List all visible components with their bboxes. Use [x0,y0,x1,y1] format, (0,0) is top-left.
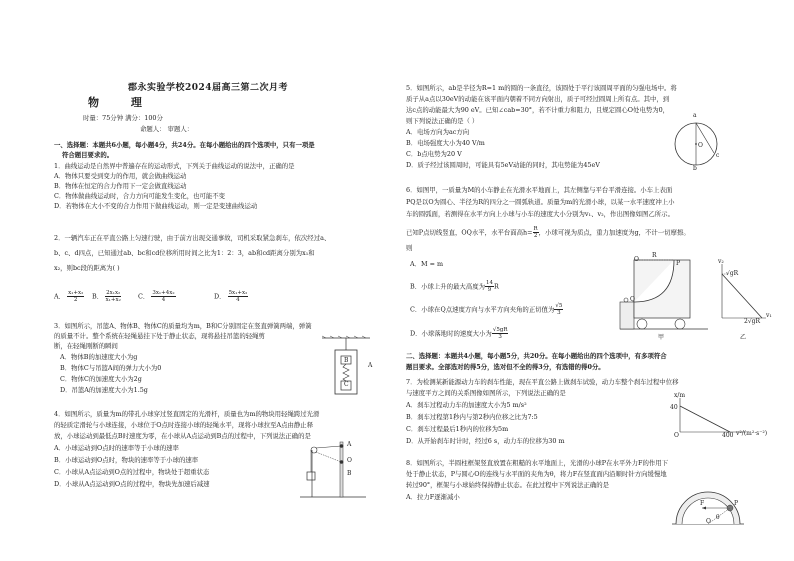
q2-option-c: C． $\frac{\text{3x₁+4x₂}}{4}$ [138,290,175,303]
q1-option-a: A．物体只要受到变力的作用，就会做曲线运动 [54,172,187,180]
q4-fig-label-o: O [347,457,352,464]
q5-stem-line4: 则下列说法正确的是（ ） [406,117,479,125]
q4-stem-line3: 放，小球运动到最低点B时速度为零，在小球从A点运动到B点的过程中，下列说法正确的是 [54,432,311,440]
q7-fig-tick-40: 40 [670,404,678,411]
q8-fig-label-o: O [706,518,711,525]
q8-fig-label-f: F [700,500,705,507]
q4-fig-label-a: A [347,441,352,448]
q4-stem-line2: 的轻质定滑轮与小球连接，小球位于O点时连接小球的轻绳水平，现将小球拉至A点由静止释 [54,421,314,429]
q2-stem-line2: b、c、d四点，已知通过ab、bc和cd位移所用时间之比为1：2：3，ab和cd距离分别为x₁和 [54,249,315,257]
q6-option-c: C．小球在Q点速度方向与水平方向夹角的正切值为 $\frac{√5}{3}$ [410,303,563,316]
q6-stem-line3: 车的圆弧面，若测得在水平方向上小球与小车的速度大小分别为v₁、v₂，作出图像如图乙所示。 [406,210,674,218]
q4-option-c: C．小球从A点运动到O点的过程中，物块处于超重状态 [54,468,210,476]
q2-stem-line1: 2．一辆汽车正在平直公路上匀速行驶，由于前方出现交通事故，司机采取紧急刹车，依次经过a、 [54,234,331,242]
q1-option-c: C．物体做曲线运动时，合力方向可能发生变化，也可能不变 [54,192,226,200]
q6-fig-label-yi: 乙 [740,334,747,341]
q7-option-b: B．刹车过程第1秒内与第2秒内位移之比为7:5 [406,413,538,421]
q6-stem-line2: PQ是以O为圆心、半径为R的四分之一圆弧轨道。质量为m的光滑小球，以某一水平速度冲上小 [406,198,675,206]
q3-option-d: D．吊篮A的加速度大小为1.5g [60,386,148,394]
q4-option-d: D．小球从A点运动到O点的过程中，物块先加速后减速 [54,480,210,488]
q4-option-b: B．小球运动到O点时，物块的速率等于小球的速率 [54,456,199,464]
q6-fig-axis-v1: v₁ [766,312,772,319]
section-2-heading-cont: 题目要求。全部选对的得5分，选对但不全的得3分，有选错的得0分。 [406,363,605,371]
q6-stem-line1: 6．如图甲，一质量为M的小车静止在光滑水平地面上，其左侧靠与平台平滑连接。小车上表面 [406,186,673,194]
q8-stem-line2: 处于静止状态，P与圆心O的连线与水平面的夹角为θ，将力F在竖直面内沿顺时针方向缓慢地 [406,470,667,478]
q6-stem-line4: 已知P点切线竖直，OQ水平，水平台面高h= $\frac{R}{2}$ ，小球可视为质点，重力加速度为g，不计一切摩擦。 [406,226,690,239]
q5-stem-line2: 质子从a点以30eV的动能在该平面内朝着不同方向射出，质子可经过圆周上所有点。其中，到 [406,95,670,103]
q5-option-d: D．质子经过该圆周时，可能具有5eV动能的同时，其电势能为45eV [406,161,600,169]
q5-fig-label-b: b [693,165,697,172]
q6-stem-line5: 则 [406,244,413,252]
q5-stem-line3: 达c点的动能最大为90 eV。已知∠cab=30°，若不计重力和阻力，且规定圆心O处电势为0， [406,106,670,114]
q4-figure [300,440,370,500]
q2-option-a: A． $\frac{\text{x₁+x₂}}{2}$ [54,290,84,303]
section-2-heading: 二、选择题：本题共4小题，每小题5分，共20分。在每小题给出的四个选项中，有多项符合 [406,352,667,360]
q6-fig-axis-v2: v₂ [718,258,724,265]
exam-time-score: 时量：75分钟 满分：100分 [83,114,163,122]
q6-option-b: B．小球上升的最大高度为 $\frac{14}{9}$ R [410,280,499,293]
q5-fig-label-c: c [716,152,720,159]
section-1-heading-cont: 符合题目要求的。 [62,151,114,159]
q3-stem-line3: 断，在轻绳刚断的瞬间 [54,342,118,350]
q4-fig-label-b: B [347,470,352,477]
q6-option-d: D．小球落地时的速度大小为 $\frac{√5gR}{3}$ [410,327,508,340]
q7-stem-line2: 与速度平方之间的关系图像如图所示，下列说法正确的是 [406,389,566,397]
q7-fig-origin: O [674,432,679,439]
q1-stem: 1．曲线运动是自然界中普遍存在的运动形式，下列关于曲线运动的说法中，正确的是 [54,162,295,170]
exam-authors: 命题人： 审题人： [140,125,194,133]
q4-stem-line1: 4．如图所示，质量为m的带孔小球穿过竖直固定的光滑杆，质量也为m的物块用轻绳跨过光滑 [54,410,320,418]
q5-option-b: B．电场强度大小为40 V/m [406,139,485,147]
q8-fig-label-theta: θ [716,514,720,521]
q3-fig-label-b: B [344,357,349,364]
q5-fig-label-a: a [693,112,697,119]
q3-option-b: B．物体C与吊篮A间的弹力大小为0 [60,364,162,372]
q8-stem-line3: 转过90°，框架与小球始终保持静止状态。在此过程中下列说法正确的是 [406,481,610,489]
q6-fig-axis-label: √gR [726,270,739,277]
q2-option-b: B． $\frac{\text{2x₁x₂}}{\text{x₁+x₂}}$ [92,290,121,303]
q3-fig-label-a: A [368,362,373,369]
q2-option-d: D． $\frac{\text{5x₁+x₂}}{4}$ [214,290,248,303]
q3-figure [322,338,372,400]
q6-fig-axis-bottom: 2√gR [744,318,760,325]
page-title: 郡永实验学校2024届高三第二次月考 [128,83,289,93]
q4-option-a: A．小球运动到O点时的速率等于小球的速率 [54,444,179,452]
subject-title: 物 理 [88,96,156,109]
q2-stem-line3: x₂，则bc段的距离为( ) [54,264,120,272]
q1-option-b: B．物体在恒定的合力作用下一定会做直线运动 [54,182,187,190]
q7-option-c: C．刹车过程最后1秒内的位移为5m [406,425,509,433]
q8-stem-line1: 8．如图所示，半圆柱框架竖直放置在粗糙的水平地面上，光滑的小球P在水平外力F的作用下 [406,459,669,467]
q3-fig-label-c: C [344,381,349,388]
q7-fig-axis-v2: v²/(m²·s⁻²) [736,430,768,437]
q3-stem-line2: 的质量不计。整个系统在轻绳悬挂下处于静止状态，现将悬挂吊篮的轻绳剪 [54,332,265,340]
q7-stem-line1: 7．为检测某新能源动力车的刹车性能，现在平直公路上做刹车试验，动力车整个刹车过程中位移 [406,378,679,386]
q8-fig-label-p: P [734,500,739,507]
q5-option-a: A．电场方向为ac方向 [406,128,470,136]
q6-figure-jia [620,254,710,334]
section-1-heading: 一、选择题：本题共6小题，每小题4分，共24分。在每小题给出的四个选项中，只有一项是 [54,141,315,149]
q6-fig-label-o: O [634,256,639,263]
q7-fig-axis-x: x/m [674,392,686,399]
q7-option-d: D．从开始刹车时计时，经过6 s，动力车的位移为30 m [406,437,565,445]
q6-fig-label-r: R [652,252,657,259]
q6-fig-label-jia: 甲 [658,334,665,341]
q1-option-d: D．若物体在大小不变的合力作用下做曲线运动，则一定是变速曲线运动 [54,202,258,210]
q6-fig-label-q: Q [630,296,635,303]
q3-option-c: C．物体C的加速度大小为2g [60,375,142,383]
q7-fig-tick-400: 400 [722,432,734,439]
q6-option-a: A．M = m [410,260,444,268]
q7-option-a: A．刹车过程动力车的加速度大小为5 m/s² [406,401,527,409]
q6-fig-label-p: P [676,260,681,267]
q3-stem-line1: 3．如图所示，吊篮A、物体B、物体C的质量均为m，B和C分别固定在竖直弹簧两端，弹簧 [54,322,312,330]
q8-option-a: A．拉力F逐渐减小 [406,493,460,501]
q5-option-c: C．b点电势为20 V [406,150,462,158]
q5-stem-line1: 5．如图所示，ab是半径为R=1 m的圆的一条直径，该圆处于平行该圆周平面的匀强电场中。将 [406,84,677,92]
q3-option-a: A．物体B的加速度大小为g [60,353,138,361]
q5-figure [672,120,720,168]
q5-fig-label-o: O [698,142,703,149]
